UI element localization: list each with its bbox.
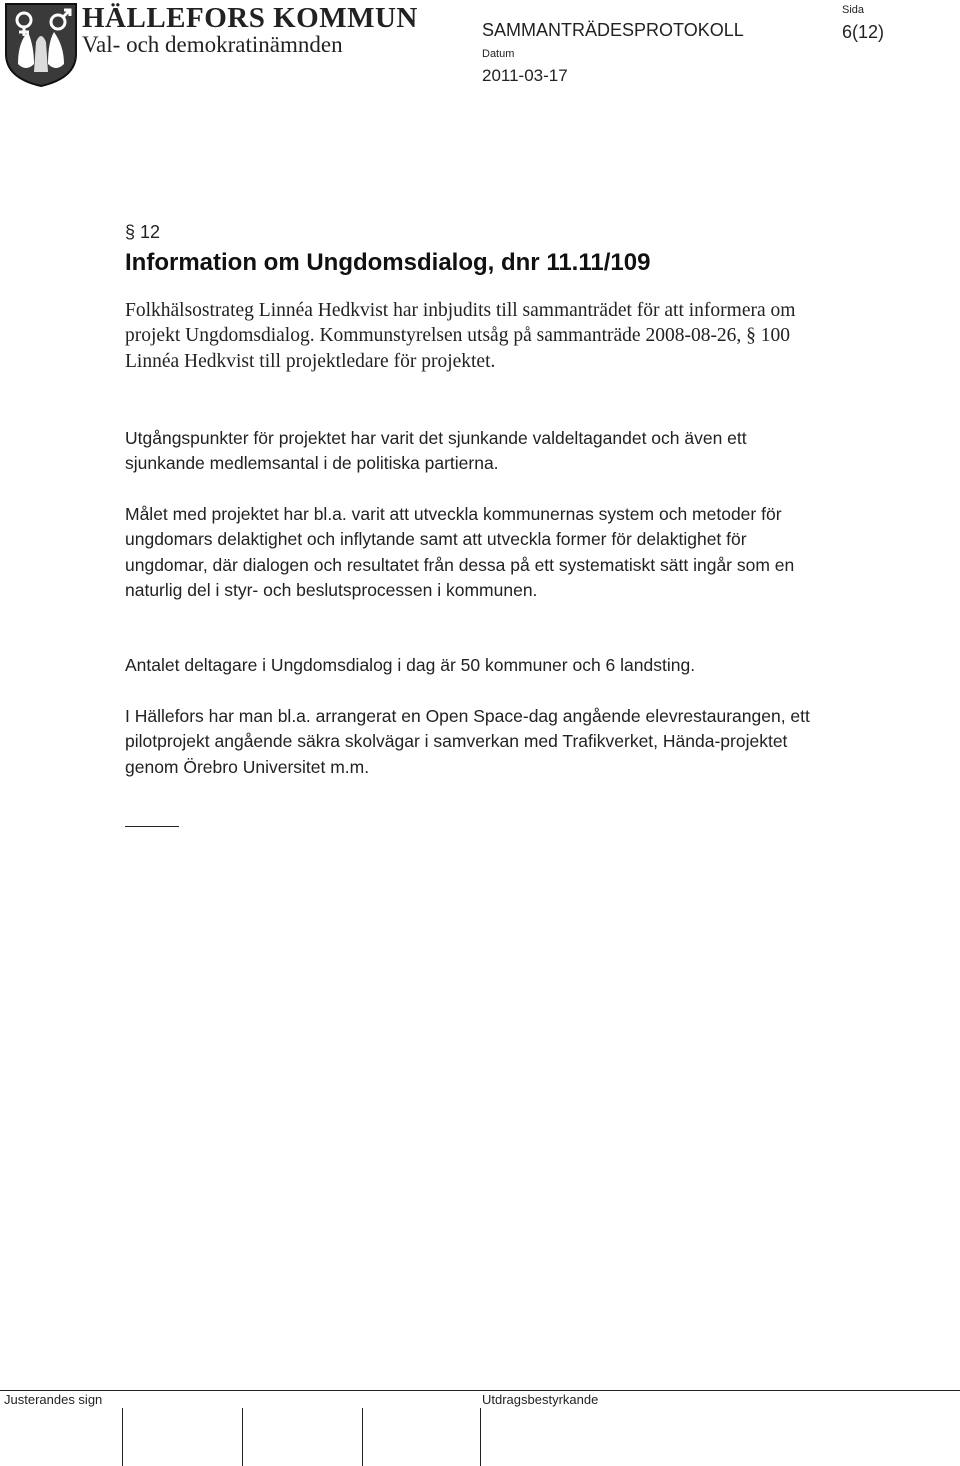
date-value: 2011-03-17: [482, 66, 568, 85]
page-label: Sida: [842, 4, 865, 16]
page-number: 6(12): [842, 22, 885, 42]
signature-box-divider: [362, 1408, 363, 1466]
paragraph-4: Antalet deltagare i Ungdomsdialog i dag är 50 kommuner och 6 landsting.: [125, 655, 696, 675]
signature-box-divider: [480, 1408, 481, 1466]
date-label: Datum: [482, 48, 515, 60]
section-end-rule: [125, 826, 179, 827]
signature-box-divider: [122, 1408, 123, 1466]
document-type: SAMMANTRÄDESPROTOKOLL: [482, 20, 744, 40]
signature-box-divider: [242, 1408, 243, 1466]
utdragsbestyrkande-label: Utdragsbestyrkande: [482, 1392, 599, 1407]
section-title: Information om Ungdomsdialog, dnr 11.11/109: [125, 249, 651, 276]
municipal-coat-of-arms-logo: [4, 2, 78, 88]
paragraph-5: I Hällefors har man bl.a. arrangerat en Open Space-dag angående elevrestaurangen, ett pilotprojekt angående säkra skolvägar i samverkan med Trafikverket, Hända-projektet genom Örebro Universitet m.m.: [125, 706, 810, 777]
organization-unit: Val- och demokratinämnden: [82, 32, 343, 57]
paragraph-1: Folkhälsostrateg Linnéa Hedkvist har inbjudits till sammanträdet för att informera om projekt Ungdomsdialog. Kommunstyrelsen utsåg på sammanträde 2008-08-26, § 100 Linnéa Hedkvist till projektledare för projektet.: [125, 300, 796, 372]
organization-name: HÄLLEFORS KOMMUN: [82, 2, 418, 34]
paragraph-2: Utgångspunkter för projektet har varit det sjunkande valdeltagandet och även ett sjunkande medlemsantal i de politiska partierna.: [125, 428, 747, 474]
section-number: § 12: [125, 222, 161, 242]
justerandes-sign-label: Justerandes sign: [4, 1392, 103, 1407]
paragraph-3: Målet med projektet har bl.a. varit att utveckla kommunernas system och metoder för ungdomars delaktighet och inflytande samt att utveckla former för delaktighet för ungdomar, där dialogen och resultatet från dessa på ett systematiskt sätt ingår som en naturlig del i styr- och beslutsprocessen i kommunen.: [125, 504, 795, 600]
footer-divider: [0, 1390, 960, 1391]
